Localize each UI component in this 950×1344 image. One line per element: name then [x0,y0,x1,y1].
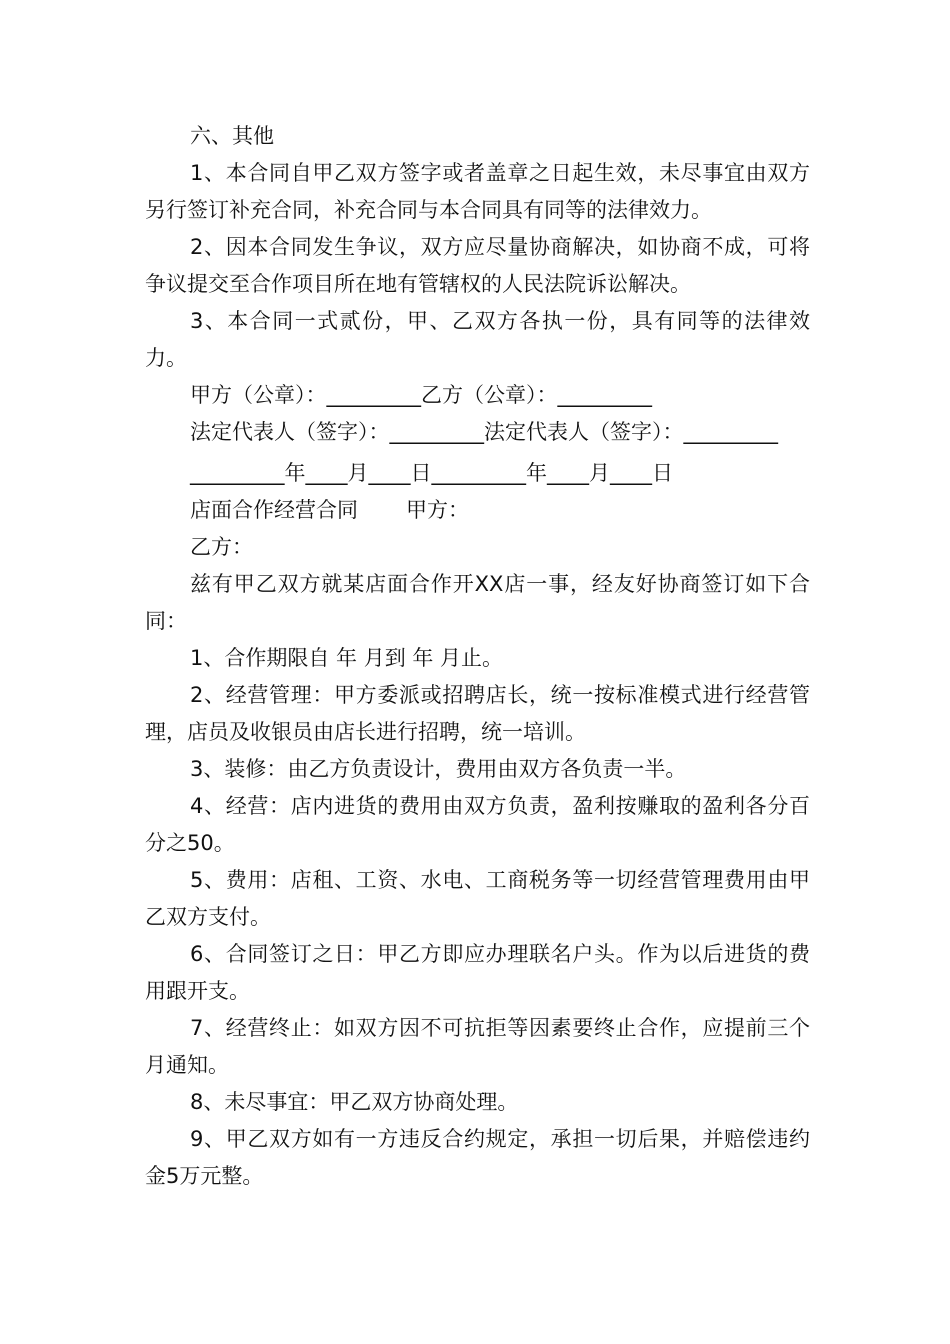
clause-paragraph: 3、装修：由乙方负责设计，费用由双方各负责一半。 [190,757,687,781]
signature-party-line: 甲方（公章）：_________乙方（公章）：_________ [190,383,652,407]
clause-paragraph: 4、经营：店内进货的费用由双方负责，盈利按赚取的盈利各分百分之50。 [145,794,810,855]
clause-paragraph: 8、未尽事宜：甲乙双方协商处理。 [190,1090,519,1114]
clause-paragraph: 9、甲乙双方如有一方违反合约规定，承担一切后果，并赔偿违约金5万元整。 [145,1127,810,1188]
clause-paragraph: 2、经营管理：甲方委派或招聘店长，统一按标准模式进行经营管理，店员及收银员由店长进行招聘，统一培训。 [145,683,810,744]
party-a-label: 甲方： [406,498,469,522]
clause-paragraph: 7、经营终止：如双方因不可抗拒等因素要终止合作，应提前三个月通知。 [145,1016,810,1077]
contract-title: 店面合作经营合同 [190,498,358,522]
document-body [145,118,810,1195]
signature-date-line: _________年____月____日_________年____月____日 [190,461,673,485]
signature-representative-line: 法定代表人（签字）：_________法定代表人（签字）：_________ [190,420,778,444]
clause-paragraph: 1、合作期限自 年 月到 年 月止。 [190,646,504,670]
clause-paragraph: 2、因本合同发生争议，双方应尽量协商解决，如协商不成，可将争议提交至合作项目所在地有管辖权的人民法院诉讼解决。 [145,235,810,296]
clause-paragraph: 6、合同签订之日：甲乙方即应办理联名户头。作为以后进货的费用跟开支。 [145,942,810,1003]
clause-paragraph: 5、费用：店租、工资、水电、工商税务等一切经营管理费用由甲乙双方支付。 [145,868,810,929]
section-heading: 六、其他 [190,124,274,148]
clause-paragraph: 1、本合同自甲乙双方签字或者盖章之日起生效，未尽事宜由双方另行签订补充合同，补充合同与本合同具有同等的法律效力。 [145,161,810,222]
intro-paragraph: 兹有甲乙双方就某店面合作开XX店一事，经友好协商签订如下合同： [145,572,810,633]
contract-title-line [145,492,810,529]
party-b-label: 乙方： [190,535,253,559]
clause-paragraph: 3、本合同一式贰份，甲、乙双方各执一份，具有同等的法律效力。 [145,309,810,370]
